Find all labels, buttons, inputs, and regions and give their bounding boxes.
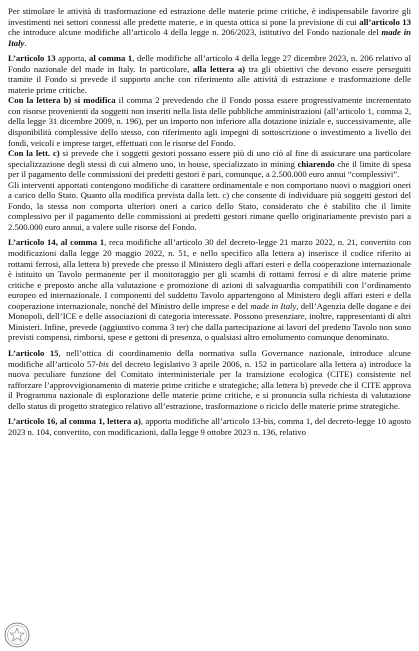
paragraph-7 xyxy=(8,348,411,411)
paragraph-1 xyxy=(8,6,411,48)
paragraph-text-span: Con la lettera b) si modifica xyxy=(8,95,116,106)
paragraph-text-span: tra gli obiettivi che devono essere perseguiti tramite il Fondo si prevede il supporto anche con riferimento alle attività di estrazione e trasformazione delle materie prime critiche. xyxy=(8,63,411,95)
paragraph-4 xyxy=(8,148,411,180)
paragraph-text-span: che il limite di spesa per il pagamento delle commissioni dei predetti gestori è pari, comunque, a 2.500.000 euro annui “complessivi”. xyxy=(8,158,411,180)
paragraph-text-span: L’articolo 16, al comma 1, lettera a) xyxy=(8,416,141,427)
paragraph-text-span: chiarendo xyxy=(297,158,335,169)
paragraph-text-span: alla lettera a) xyxy=(192,63,246,74)
paragraph-3 xyxy=(8,95,411,148)
paragraph-text-span: Con la lett. c) xyxy=(8,148,60,159)
paragraph-text-span: L’articolo 15 xyxy=(8,347,59,358)
paragraph-text-span: al comma 1 xyxy=(88,53,133,64)
paragraph-text-span: Per stimolare le attività di trasformazione ed estrazione delle materie prime critiche, è indispensabile favorire gli investimenti nei settori connessi alle predette materie, e in questa ottica si pone la previsione di cui xyxy=(8,6,411,27)
paragraph-text-span: che introduce alcune modifiche all’articolo 4 della legge n. 206/2023, istitutivo del Fondo nazionale del xyxy=(8,27,382,38)
paragraph-2 xyxy=(8,53,411,95)
paragraph-text-span: il comma 2 prevedendo che il Fondo possa essere progressivamente incrementato con risorse provenienti da soggetti non inseriti nella lista delle pubbliche amministrazioni (all’articolo 1, comma 2, della legge 31 dicembre 2009, n. 196), per un importo non inferiore alla dotazione iniziale e, successivamente, alle disponibilità complessive dello stesso, con riferimento agli impegni di sottoscrizione o investimento a livello dei fondi, veicoli e imprese target, effettuati con le risorse del Fondo. xyxy=(8,95,411,148)
paragraph-text-span: si prevede che i soggetti gestori possano essere più di uno ciò al fine di assicurare una particolare specializzazione degli stessi di cui almeno uno, in house, specializzato in mining xyxy=(8,148,411,169)
paragraph-text-span: , delle modifiche all’articolo 4 della legge 27 dicembre 2023, n. 206 relativo al Fondo nazionale del made in Italy. In particolare, xyxy=(8,53,411,74)
paragraph-5 xyxy=(8,180,411,233)
paragraph-text-span: , dell’Agenzia delle dogane e dei Monopoli, dell’ICE e delle associazioni di categoria interessate. Possono presenziare, inoltre, rappresentanti di altri Ministeri. Infine, prevede (aggiuntivo comma 3 ter) che dalla partecipazione ai lavori del predetto Tavolo non sono previsti compensi, rimborsi, spese e gettoni di presenza, o qualsiasi altro emolumento comunque denominato. xyxy=(8,300,411,343)
paragraph-text-span: bis xyxy=(98,358,109,369)
paragraph-text-span: , nell’ottica di coordinamento della normativa sulla Governance nazionale, introduce alcune modifiche all’articolo 57- xyxy=(8,347,411,369)
paragraph-6 xyxy=(8,237,411,342)
paragraph-text-span: . xyxy=(24,37,27,48)
paragraph-text-span: all’articolo 13 xyxy=(359,16,411,27)
official-seal-icon xyxy=(4,622,30,648)
paragraph-text-span: , reca modifiche all’articolo 30 del decreto-legge 21 marzo 2022, n. 21, convertito con modificazioni dalla legge 20 maggio 2022, n. 51, e nello specifico alla lettera a) inserisce il codice riferito ai rottami ferrosi, alla lettera b) prevede che presso il Ministero degli affari esteri e della cooperazione internazionale è istituito un Tavolo permanente per il monitoraggio per gli scambi di rottami ferrosi e di altre materie prime critiche e preposto anche alla valutazione e promozione di azioni di salvaguardia compatibili con l’ordinamento europeo ed internazionale. I componenti del suddetto Tavolo appartengono al Ministero degli affari esteri e della cooperazione internazionale, nonché del Ministro delle imprese e del xyxy=(8,237,411,311)
paragraph-text-span: del decreto legislativo 3 aprile 2006, n. 152 in particolare alla lettera a) introduce la nuova peculiare funzione del Comitato interministeriale per la transizione ecologica (CITE) consistente nel rafforzare l’approvvigionamento di materie prime critiche e strategiche; alla lettera b) prevede che il CITE approva il Programma nazionale di esplorazione delle materie prime critiche, e si pronuncia sulla richiesta di valutazione dello status di progetto strategico relativo all’estrazione, trasformazione o riciclo delle materie prime strategiche. xyxy=(8,358,411,411)
paragraph-text-span: apporta, xyxy=(55,53,89,64)
paragraph-text-span: L’articolo 13 xyxy=(8,53,56,64)
paragraph-8 xyxy=(8,416,411,437)
paragraph-text-span: Gli interventi apportati contengono modifiche di carattere ordinamentale e non comportano nuovi o maggiori oneri a carico dello Stato. Quanto alla modifica prevista dalla lett. c) che consente di individuare più soggetti gestori del Fondo, la stessa non comporta ulteriori oneri a carico dello Stato, considerato che è stabilito che il limite complessivo per il pagamento delle commissioni ai predetti gestori rimane quello originariamente previsto pari a 2.500.000 euro annui, a valere sulle risorse del Fondo. xyxy=(8,179,411,232)
paragraph-text-span: made in Italy xyxy=(8,27,411,48)
paragraph-text-span: , apporta modifiche all’articolo 13-bis, comma 1, del decreto-legge 10 agosto 2023 n. 104, convertito, con modificazioni, dalla legge 9 ottobre 2023 n. 136, relativo xyxy=(8,416,412,437)
paragraph-text-span: made in Italy xyxy=(250,300,297,311)
paragraph-text-span: L’articolo 14, al comma 1 xyxy=(8,237,105,248)
